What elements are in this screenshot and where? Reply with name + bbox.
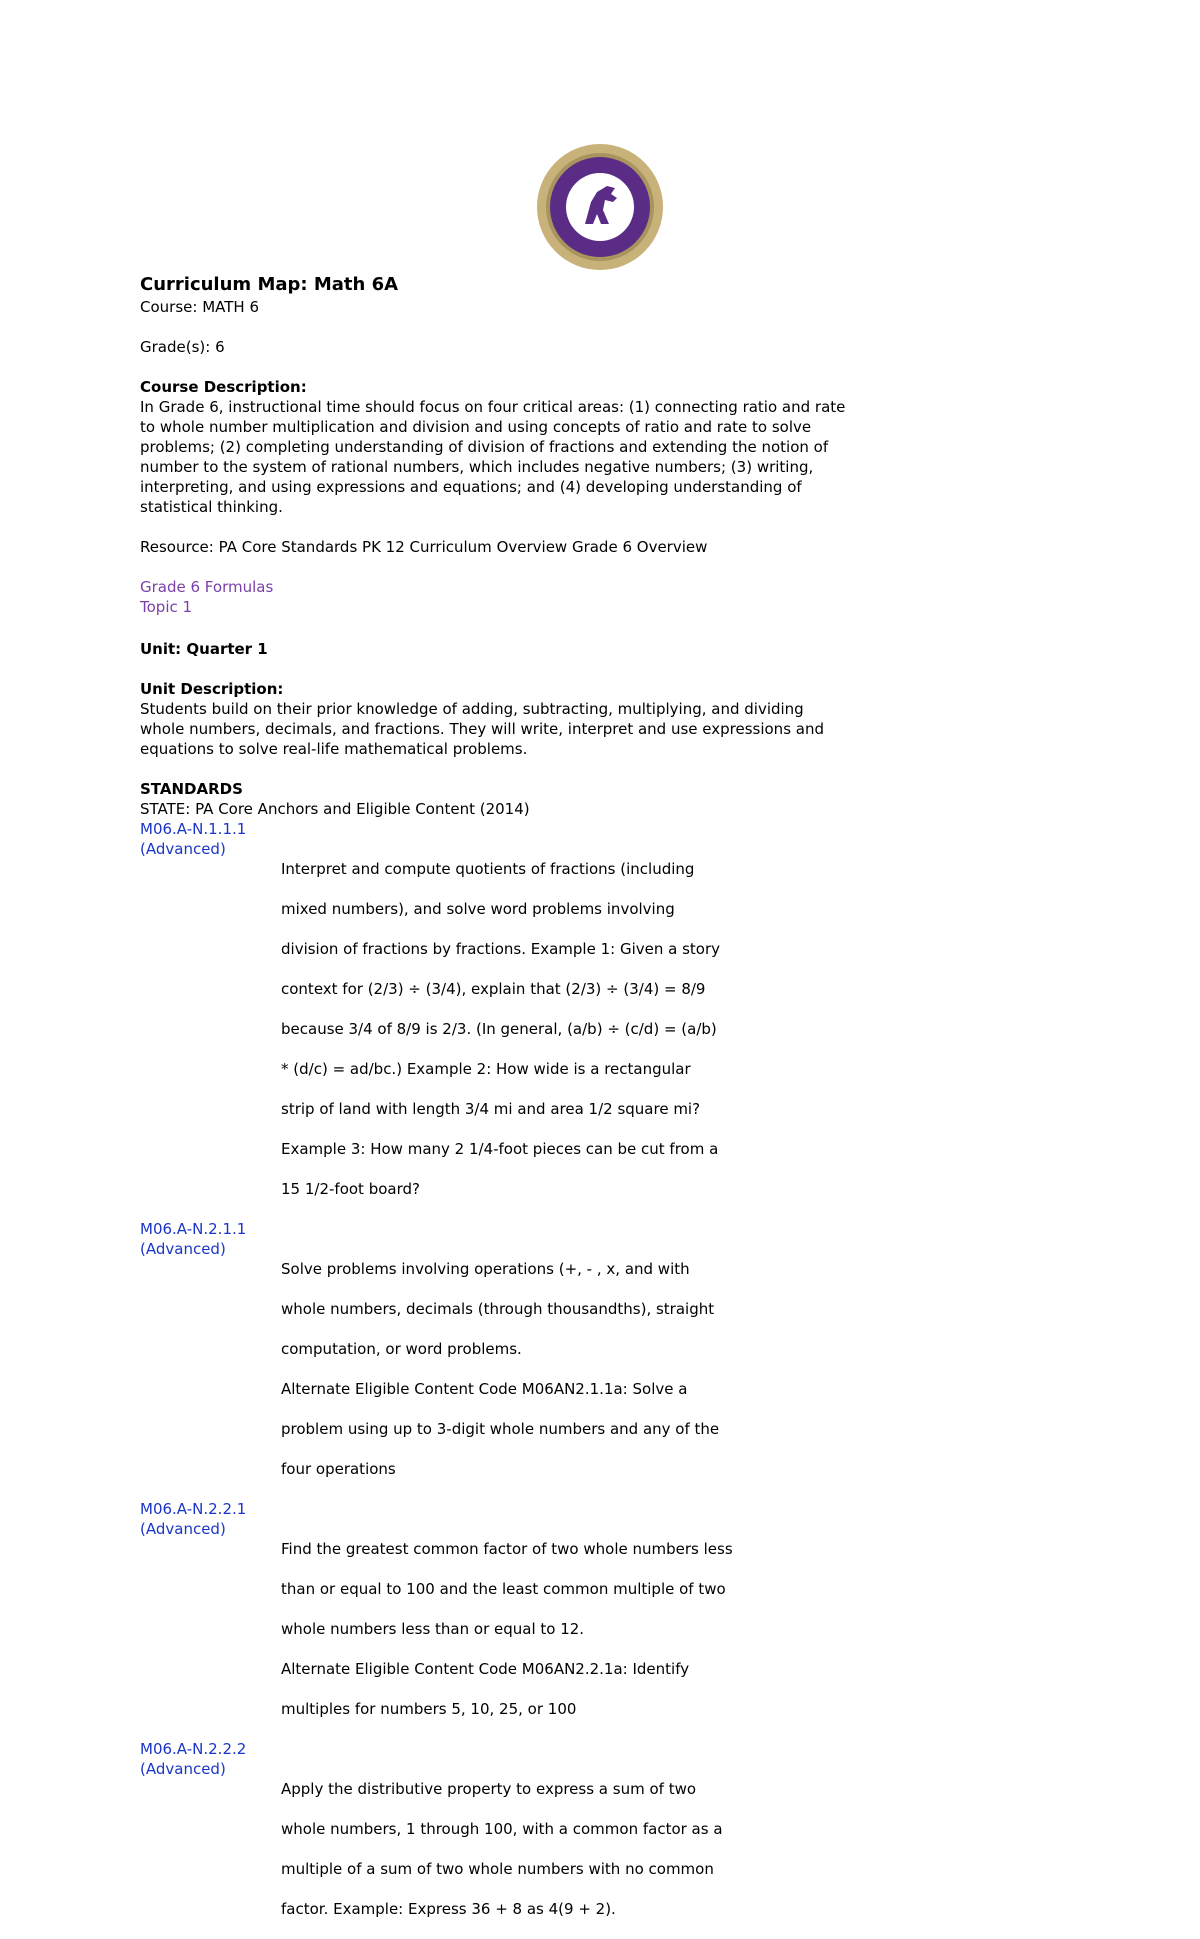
standard-code[interactable]: M06.A-N.1.1.1 [140, 820, 247, 838]
grade-6-formulas-link[interactable]: Grade 6 Formulas [140, 578, 274, 596]
standard-description: Find the greatest common factor of two whole numbers less than or equal to 100 and the least common multiple of two whole numbers less than or equal to 12. Alternate Eligible Content Code M06AN2.2.1a: Identify multiples for numbers 5, 10, 25, or 100 [281, 1540, 733, 1718]
resource-line: Resource: PA Core Standards PK 12 Curriculum Overview Grade 6 Overview [140, 538, 708, 556]
curriculum-content [140, 273, 846, 1939]
standard-level[interactable]: (Advanced) [140, 840, 226, 858]
standards-state-line: STATE: PA Core Anchors and Eligible Content (2014) [140, 800, 530, 818]
district-seal-logo [535, 142, 665, 272]
standard-code[interactable]: M06.A-N.2.2.2 [140, 1740, 247, 1758]
grades-line: Grade(s): 6 [140, 338, 225, 356]
standard-level[interactable]: (Advanced) [140, 1760, 226, 1778]
unit-description-text: Students build on their prior knowledge of adding, subtracting, multiplying, and dividing whole numbers, decimals, and fractions. They will write, interpret and use expressions and equations to solve real-life mathematical problems. [140, 700, 824, 758]
standard-level[interactable]: (Advanced) [140, 1240, 226, 1258]
standard-code[interactable]: M06.A-N.2.2.1 [140, 1500, 247, 1518]
course-line: Course: MATH 6 [140, 298, 259, 316]
standards-heading: STANDARDS [140, 780, 243, 798]
course-description-text: In Grade 6, instructional time should focus on four critical areas: (1) connecting ratio and rate to whole number multiplication and division and using concepts of ratio and rate to solve problems; (2) completing understanding of division of fractions and extending the notion of number to the system of rational numbers, which includes negative numbers; (3) writing, interpreting, and using expressions and equations; and (4) developing understanding of statistical thinking. [140, 398, 846, 516]
standard-description: Interpret and compute quotients of fractions (including mixed numbers), and solve word problems involving division of fractions by fractions. Example 1: Given a story context for (2/3) ÷ (3/4), explain that (2/3) ÷ (3/4) = 8/9 because 3/4 of 8/9 is 2/3. (In general, (a/b) ÷ (c/d) = (a/b) * (d/c) = ad/bc.) Example 2: How wide is a rectangular strip of land with length 3/4 mi and area 1/2 square mi? Example 3: How many 2 1/4-foot pieces can be cut from a 15 1/2-foot board? [281, 860, 720, 1198]
unit-description-heading: Unit Description: [140, 680, 284, 698]
topic-1-link[interactable]: Topic 1 [140, 598, 193, 616]
page-title: Curriculum Map: Math 6A [140, 274, 399, 295]
standard-description: Apply the distributive property to express a sum of two whole numbers, 1 through 100, with a common factor as a multiple of a sum of two whole numbers with no common factor. Example: Express 36 + 8 as 4(9 + 2). [281, 1780, 723, 1918]
standard-item [140, 819, 840, 1219]
standard-item [140, 1739, 840, 1939]
standard-item [140, 1499, 840, 1739]
unit-title: Unit: Quarter 1 [140, 640, 268, 658]
standard-item [140, 1219, 840, 1499]
standard-description: Solve problems involving operations (+, - , x, and with whole numbers, decimals (through thousandths), straight computation, or word problems. Alternate Eligible Content Code M06AN2.1.1a: Solve a problem using up to 3-digit whole numbers and any of the four operations [281, 1260, 720, 1478]
standard-level[interactable]: (Advanced) [140, 1520, 226, 1538]
standard-code[interactable]: M06.A-N.2.1.1 [140, 1220, 247, 1238]
course-description-heading: Course Description: [140, 378, 307, 396]
